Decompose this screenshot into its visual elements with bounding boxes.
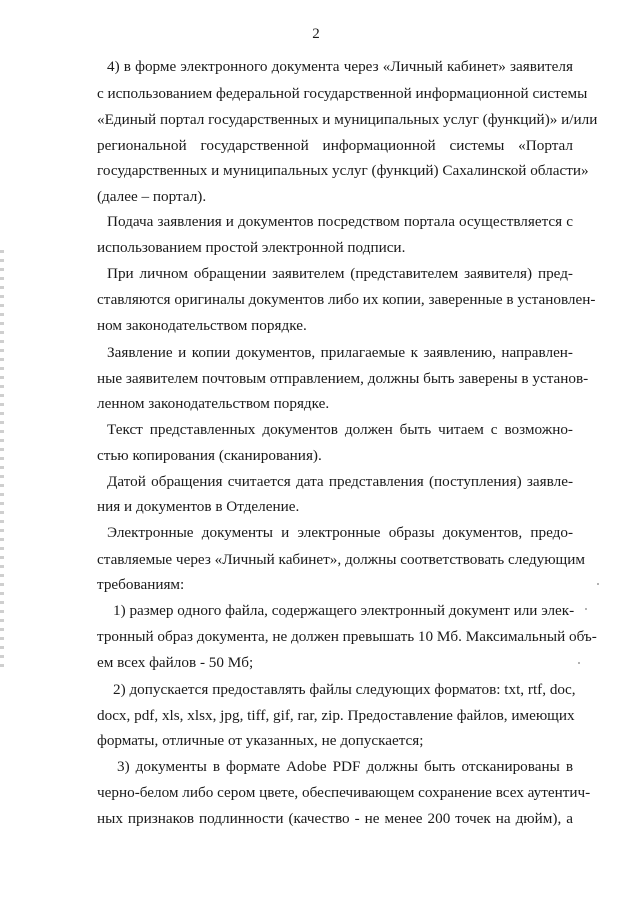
list-item-line: тронный образ документа, не должен превышать 10 Мб. Максимальный объ- [97, 628, 597, 645]
text-line: государственных и муниципальных услуг (функций) Сахалинской области» [97, 162, 589, 179]
scan-speck [597, 583, 599, 585]
text-line: При личном обращении заявителем (представителем заявителя) пред- [107, 265, 573, 282]
text-line: (далее – портал). [97, 188, 207, 205]
text-line: ставляемые через «Личный кабинет», должны соответствовать следующим [97, 551, 585, 568]
text-line: ленном законодательством порядке. [97, 395, 330, 412]
text-line: региональной государственной информационной системы «Портал [97, 137, 573, 154]
text-line: ния и документов в Отделение. [97, 498, 300, 515]
text-line: 4) в форме электронного документа через «Личный кабинет» заявителя [107, 58, 573, 75]
text-line: ставляются оригиналы документов либо их копии, заверенные в установлен- [97, 291, 596, 308]
page-number: 2 [312, 26, 320, 42]
text-line: Заявление и копии документов, прилагаемые к заявлению, направлен- [107, 344, 573, 361]
text-line: стью копирования (сканирования). [97, 447, 322, 464]
list-item-line: 1) размер одного файла, содержащего электронный документ или элек- [113, 602, 575, 619]
scan-speck [585, 608, 587, 610]
text-line: с использованием федеральной государственной информационной системы [97, 85, 588, 102]
list-item-line: ем всех файлов - 50 Мб; [97, 654, 254, 671]
list-item-line: docx, pdf, xls, xlsx, jpg, tiff, gif, rar, zip. Предоставление файлов, имеющих [97, 707, 575, 724]
text-line: ном законодательством порядке. [97, 317, 307, 334]
list-item-line: 2) допускается предоставлять файлы следующих форматов: txt, rtf, doc, [113, 681, 576, 698]
text-line: использованием простой электронной подписи. [97, 239, 406, 256]
text-line: Текст представленных документов должен быть читаем с возможно- [107, 421, 573, 438]
text-line: Датой обращения считается дата представления (поступления) заявле- [107, 473, 573, 490]
text-line: Электронные документы и электронные образы документов, предо- [107, 524, 573, 541]
list-item-line: ных признаков подлинности (качество - не менее 200 точек на дюйм), а [97, 810, 573, 827]
scan-edge-artifact [0, 250, 4, 670]
scan-speck [578, 662, 580, 664]
list-item-line: форматы, отличные от указанных, не допускается; [97, 732, 424, 749]
text-line: требованиям: [97, 576, 185, 593]
list-item-line: черно-белом либо сером цвете, обеспечивающем сохранение всех аутентич- [97, 784, 591, 801]
text-line: ные заявителем почтовым отправлением, должны быть заверены в установ- [97, 370, 589, 387]
list-item-line: 3) документы в формате Adobe PDF должны быть отсканированы в [117, 758, 573, 775]
text-line: «Единый портал государственных и муниципальных услуг (функций)» и/или [97, 111, 598, 128]
text-line: Подача заявления и документов посредством портала осуществляется с [107, 213, 573, 230]
